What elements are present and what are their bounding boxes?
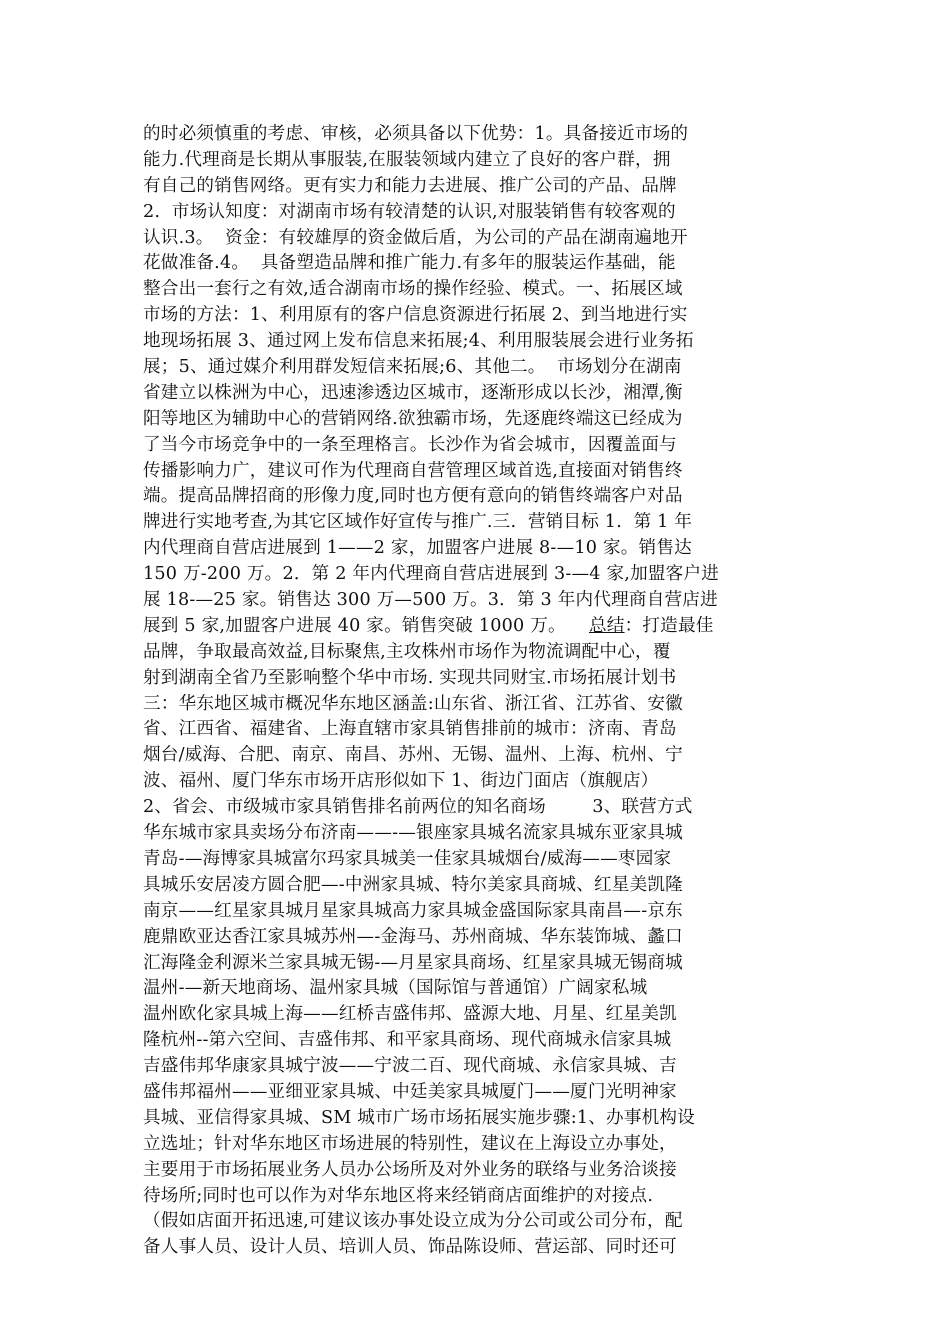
text-line: 主要用于市场拓展业务人员办公场所及对外业务的联络与业务洽谈接 [143,1159,677,1180]
text-line: 具城乐安居凌方圆合肥—-中洲家具城、特尔美家具商城、红星美凯隆 [143,874,683,895]
text-line: 华东城市家具卖场分布济南——-—银座家具城名流家具城东亚家具城 [143,823,683,844]
text-line: 牌进行实地考查,为其它区域作好宣传与推广.三. 营销目标 1. 第 1 年 [143,512,693,533]
text-line: 认识.3。 资金：有较雄厚的资金做后盾，为公司的产品在湖南遍地开 [143,227,688,248]
text-segment: ：打造最佳 [624,615,714,636]
text-line: 了当今市场竞争中的一条至理格言。长沙作为省会城市，因覆盖面与 [143,434,677,455]
text-line: 2. 市场认知度：对湖南市场有较清楚的认识,对服装销售有较客观的 [143,201,676,222]
text-segment: 展到 5 家,加盟客户进展 40 家。销售突破 1000 万。 [143,615,589,636]
text-line: 整合出一套行之有效,适合湖南市场的操作经验、模式。一、拓展区域 [143,279,683,300]
text-line: 温州欧化家具城上海——红桥吉盛伟邦、盛源大地、月星、红星美凯 [143,1004,677,1025]
text-line: 汇海隆金利源米兰家具城无锡-—月星家具商场、红星家具城无锡商城 [143,952,683,973]
text-line: 花做准备.4。 具备塑造品牌和推广能力.有多年的服装运作基础，能 [143,253,676,274]
text-line: 烟台/威海、合肥、南京、南昌、苏州、无锡、温州、上海、杭州、宁 [143,745,683,766]
text-line: 隆杭州--第六空间、吉盛伟邦、和平家具商场、现代商城永信家具城 [143,1030,672,1051]
text-line: 能力.代理商是长期从事服装,在服装领域内建立了良好的客户群，拥 [143,149,671,170]
text-line: 有自己的销售网络。更有实力和能力去进展、推广公司的产品、品牌 [143,175,677,196]
underlined-term: 总结 [588,615,625,636]
text-line: 品牌，争取最高效益,目标聚焦,主攻株州市场作为物流调配中心，覆 [143,641,671,662]
text-line: 省建立以株洲为中心，迅速渗透边区城市，逐渐形成以长沙，湘潭,衡 [143,382,683,403]
text-line: 波、福州、厦门华东市场开店形似如下 1、街边门面店（旗舰店） [143,771,659,792]
text-line: 展；5、通过媒介利用群发短信来拓展;6、其他二。 市场划分在湖南 [143,357,682,378]
text-line: 盛伟邦福州——亚细亚家具城、中廷美家具城厦门——厦门光明神家 [143,1081,677,1102]
text-line: 南京——红星家具城月星家具城高力家具城金盛国际家具南昌—-京东 [143,900,683,921]
text-line: 阳等地区为辅助中心的营销网络.欲独霸市场，先逐鹿终端这已经成为 [143,408,683,429]
text-line: 吉盛伟邦华康家具城宁波——宁波二百、现代商城、永信家具城、吉 [143,1056,677,1077]
text-line: 传播影响力广，建议可作为代理商自营管理区域首选,直接面对销售终 [143,460,683,481]
text-line: 三：华东地区城市概况华东地区涵盖:山东省、浙江省、江苏省、安徽 [143,693,683,714]
text-line: 青岛-—海博家具城富尔玛家具城美一佳家具城烟台/威海——枣园家 [143,848,672,869]
text-line: 待场所;同时也可以作为对华东地区将来经销商店面维护的对接点. [143,1185,654,1206]
text-line-summary [143,614,815,640]
text-line: 地现场拓展 3、通过网上发布信息来拓展;4、利用服装展会进行业务拓 [143,331,694,352]
text-line: 端。提高品牌招商的形像力度,同时也方便有意向的销售终端客户对品 [143,486,683,507]
text-line: 150 万-200 万。2．第 2 年内代理商自营店进展到 3-—4 家,加盟客户进 [143,564,720,585]
text-line: 射到湖南全省乃至影响整个华中市场. 实现共同财宝.市场拓展计划书 [143,667,677,688]
text-line: 鹿鼎欧亚达香江家具城苏州—-金海马、苏州商城、华东装饰城、蠡口 [143,926,683,947]
text-line: 2、省会、市级城市家具销售排名前两位的知名商场 3、联营方式 [143,797,693,818]
text-line: （假如店面开拓迅速,可建议该办事处设立成为分公司或公司分布，配 [143,1211,683,1232]
text-line: 具城、亚信得家具城、SM 城市广场市场拓展实施步骤:1、办事机构设 [143,1107,696,1128]
text-line: 市场的方法：1、利用原有的客户信息资源进行拓展 2、到当地进行实 [143,305,688,326]
text-line: 立选址；针对华东地区市场进展的特别性，建议在上海设立办事处， [143,1133,677,1154]
text-line: 的时必须慎重的考虑、审核，必须具备以下优势：1。具备接近市场的 [143,124,689,144]
text-line: 温州-—新天地商场、温州家具城（国际馆与普通馆）广阔家私城 [143,978,648,999]
text-line: 省、江西省、福建省、上海直辖市家具销售排前的城市：济南、青岛 [143,719,677,740]
document-body [143,122,815,1261]
text-line: 展 18-—25 家。销售达 300 万—500 万。3．第 3 年内代理商自营店进 [143,590,718,611]
text-line: 内代理商自营店进展到 1——2 家，加盟客户进展 8-—10 家。销售达 [143,538,692,559]
text-line: 备人事人员、设计人员、培训人员、饰品陈设师、营运部、同时还可 [143,1237,677,1258]
